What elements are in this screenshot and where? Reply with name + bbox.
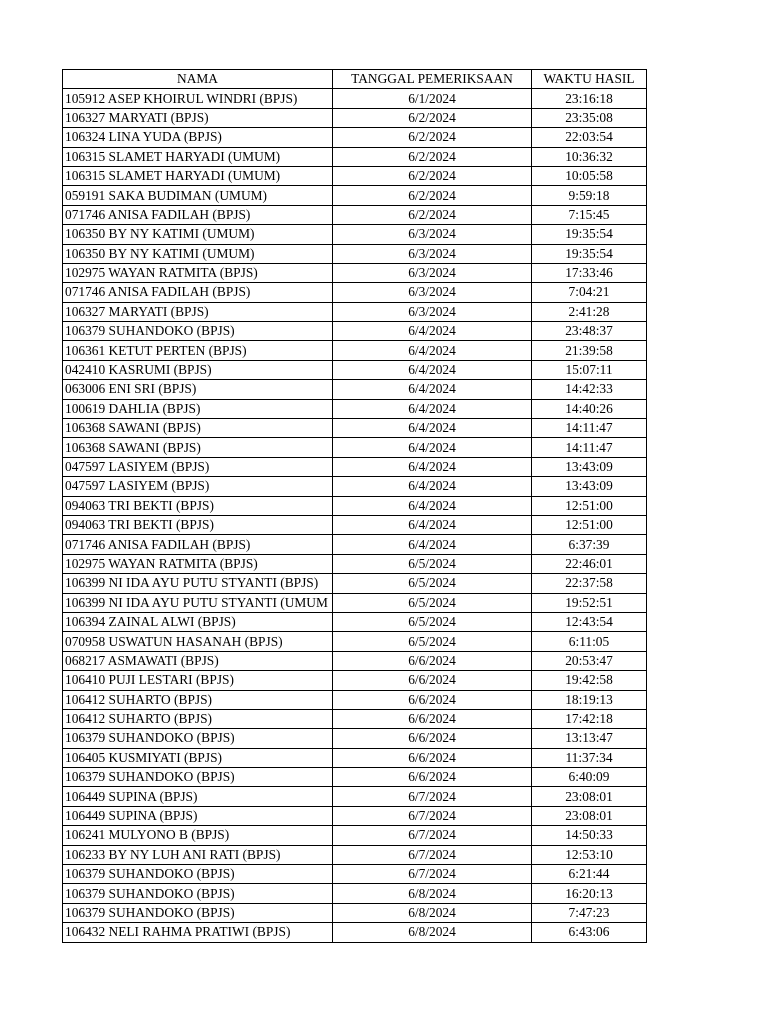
cell-waktu: 12:51:00	[532, 515, 647, 534]
cell-waktu: 18:19:13	[532, 690, 647, 709]
cell-nama: 105912 ASEP KHOIRUL WINDRI (BPJS)	[63, 89, 333, 108]
cell-nama: 106410 PUJI LESTARI (BPJS)	[63, 671, 333, 690]
cell-tanggal: 6/6/2024	[333, 690, 532, 709]
table-row	[63, 903, 647, 922]
cell-waktu: 14:11:47	[532, 419, 647, 438]
cell-nama: 106368 SAWANI (BPJS)	[63, 438, 333, 457]
cell-waktu: 7:04:21	[532, 283, 647, 302]
table-row	[63, 574, 647, 593]
cell-waktu: 15:07:11	[532, 360, 647, 379]
table-row	[63, 128, 647, 147]
cell-nama: 042410 KASRUMI (BPJS)	[63, 360, 333, 379]
cell-tanggal: 6/2/2024	[333, 147, 532, 166]
cell-tanggal: 6/6/2024	[333, 651, 532, 670]
cell-tanggal: 6/4/2024	[333, 341, 532, 360]
cell-waktu: 12:43:54	[532, 612, 647, 631]
cell-waktu: 23:08:01	[532, 787, 647, 806]
cell-nama: 102975 WAYAN RATMITA (BPJS)	[63, 263, 333, 282]
cell-nama: 106315 SLAMET HARYADI (UMUM)	[63, 147, 333, 166]
cell-waktu: 12:51:00	[532, 496, 647, 515]
cell-waktu: 13:13:47	[532, 729, 647, 748]
table-row	[63, 729, 647, 748]
cell-nama: 106449 SUPINA (BPJS)	[63, 806, 333, 825]
cell-waktu: 19:42:58	[532, 671, 647, 690]
cell-tanggal: 6/2/2024	[333, 186, 532, 205]
table-row	[63, 884, 647, 903]
cell-waktu: 19:35:54	[532, 225, 647, 244]
table-row	[63, 845, 647, 864]
cell-tanggal: 6/5/2024	[333, 574, 532, 593]
table-row	[63, 496, 647, 515]
table-row	[63, 477, 647, 496]
table-row	[63, 787, 647, 806]
header-tanggal-pemeriksaan: TANGGAL PEMERIKSAAN	[333, 70, 532, 89]
cell-waktu: 9:59:18	[532, 186, 647, 205]
cell-waktu: 21:39:58	[532, 341, 647, 360]
cell-tanggal: 6/6/2024	[333, 709, 532, 728]
table-row	[63, 457, 647, 476]
table-row	[63, 263, 647, 282]
cell-nama: 059191 SAKA BUDIMAN (UMUM)	[63, 186, 333, 205]
cell-tanggal: 6/2/2024	[333, 108, 532, 127]
table-row	[63, 806, 647, 825]
cell-waktu: 7:47:23	[532, 903, 647, 922]
table-row	[63, 302, 647, 321]
cell-nama: 100619 DAHLIA (BPJS)	[63, 399, 333, 418]
table-row	[63, 865, 647, 884]
cell-waktu: 10:36:32	[532, 147, 647, 166]
cell-nama: 106399 NI IDA AYU PUTU STYANTI (BPJS)	[63, 574, 333, 593]
cell-tanggal: 6/3/2024	[333, 263, 532, 282]
cell-tanggal: 6/4/2024	[333, 322, 532, 341]
table-body	[63, 89, 647, 942]
cell-tanggal: 6/4/2024	[333, 380, 532, 399]
cell-nama: 094063 TRI BEKTI (BPJS)	[63, 515, 333, 534]
cell-tanggal: 6/4/2024	[333, 496, 532, 515]
cell-tanggal: 6/4/2024	[333, 515, 532, 534]
cell-waktu: 14:42:33	[532, 380, 647, 399]
table-row	[63, 108, 647, 127]
table-row	[63, 341, 647, 360]
cell-tanggal: 6/3/2024	[333, 302, 532, 321]
cell-nama: 071746 ANISA FADILAH (BPJS)	[63, 205, 333, 224]
table-row	[63, 419, 647, 438]
table-row	[63, 593, 647, 612]
cell-nama: 063006 ENI SRI (BPJS)	[63, 380, 333, 399]
cell-tanggal: 6/3/2024	[333, 283, 532, 302]
header-nama: NAMA	[63, 70, 333, 89]
table-row	[63, 671, 647, 690]
cell-waktu: 20:53:47	[532, 651, 647, 670]
cell-nama: 106327 MARYATI (BPJS)	[63, 108, 333, 127]
cell-nama: 106449 SUPINA (BPJS)	[63, 787, 333, 806]
cell-tanggal: 6/8/2024	[333, 903, 532, 922]
cell-nama: 071746 ANISA FADILAH (BPJS)	[63, 283, 333, 302]
table-row	[63, 89, 647, 108]
results-table	[62, 69, 647, 943]
cell-waktu: 6:11:05	[532, 632, 647, 651]
table-row	[63, 147, 647, 166]
cell-nama: 106399 NI IDA AYU PUTU STYANTI (UMUM	[63, 593, 333, 612]
cell-waktu: 6:40:09	[532, 768, 647, 787]
cell-tanggal: 6/6/2024	[333, 671, 532, 690]
cell-tanggal: 6/2/2024	[333, 205, 532, 224]
cell-nama: 106379 SUHANDOKO (BPJS)	[63, 768, 333, 787]
cell-nama: 106379 SUHANDOKO (BPJS)	[63, 903, 333, 922]
table-row	[63, 612, 647, 631]
cell-tanggal: 6/8/2024	[333, 884, 532, 903]
cell-nama: 106350 BY NY KATIMI (UMUM)	[63, 225, 333, 244]
cell-waktu: 10:05:58	[532, 166, 647, 185]
table-row	[63, 322, 647, 341]
cell-waktu: 16:20:13	[532, 884, 647, 903]
cell-nama: 106350 BY NY KATIMI (UMUM)	[63, 244, 333, 263]
cell-nama: 106379 SUHANDOKO (BPJS)	[63, 865, 333, 884]
table-row	[63, 360, 647, 379]
cell-waktu: 23:48:37	[532, 322, 647, 341]
cell-tanggal: 6/4/2024	[333, 535, 532, 554]
cell-tanggal: 6/6/2024	[333, 768, 532, 787]
cell-nama: 106233 BY NY LUH ANI RATI (BPJS)	[63, 845, 333, 864]
cell-nama: 106327 MARYATI (BPJS)	[63, 302, 333, 321]
cell-waktu: 2:41:28	[532, 302, 647, 321]
cell-tanggal: 6/7/2024	[333, 806, 532, 825]
cell-tanggal: 6/2/2024	[333, 128, 532, 147]
cell-tanggal: 6/4/2024	[333, 457, 532, 476]
cell-waktu: 13:43:09	[532, 477, 647, 496]
table-row	[63, 283, 647, 302]
cell-waktu: 14:11:47	[532, 438, 647, 457]
cell-waktu: 22:46:01	[532, 554, 647, 573]
table-row	[63, 166, 647, 185]
cell-waktu: 23:16:18	[532, 89, 647, 108]
cell-tanggal: 6/3/2024	[333, 244, 532, 263]
cell-tanggal: 6/4/2024	[333, 360, 532, 379]
table-row	[63, 438, 647, 457]
cell-tanggal: 6/1/2024	[333, 89, 532, 108]
table-row	[63, 651, 647, 670]
cell-nama: 102975 WAYAN RATMITA (BPJS)	[63, 554, 333, 573]
cell-tanggal: 6/7/2024	[333, 787, 532, 806]
cell-tanggal: 6/4/2024	[333, 399, 532, 418]
cell-tanggal: 6/8/2024	[333, 923, 532, 942]
cell-tanggal: 6/5/2024	[333, 593, 532, 612]
cell-nama: 106361 KETUT PERTEN (BPJS)	[63, 341, 333, 360]
cell-nama: 047597 LASIYEM (BPJS)	[63, 477, 333, 496]
table-row	[63, 535, 647, 554]
cell-nama: 094063 TRI BEKTI (BPJS)	[63, 496, 333, 515]
cell-nama: 106324 LINA YUDA (BPJS)	[63, 128, 333, 147]
cell-nama: 106379 SUHANDOKO (BPJS)	[63, 322, 333, 341]
table-row	[63, 244, 647, 263]
cell-nama: 070958 USWATUN HASANAH (BPJS)	[63, 632, 333, 651]
cell-nama: 047597 LASIYEM (BPJS)	[63, 457, 333, 476]
cell-waktu: 19:35:54	[532, 244, 647, 263]
table-row	[63, 690, 647, 709]
cell-tanggal: 6/4/2024	[333, 477, 532, 496]
cell-waktu: 14:40:26	[532, 399, 647, 418]
table-row	[63, 632, 647, 651]
cell-tanggal: 6/5/2024	[333, 612, 532, 631]
table-row	[63, 515, 647, 534]
cell-tanggal: 6/5/2024	[333, 632, 532, 651]
cell-waktu: 19:52:51	[532, 593, 647, 612]
cell-tanggal: 6/5/2024	[333, 554, 532, 573]
cell-waktu: 22:03:54	[532, 128, 647, 147]
cell-nama: 106368 SAWANI (BPJS)	[63, 419, 333, 438]
cell-waktu: 17:42:18	[532, 709, 647, 728]
table-row	[63, 554, 647, 573]
cell-tanggal: 6/6/2024	[333, 729, 532, 748]
table-row	[63, 380, 647, 399]
cell-waktu: 23:35:08	[532, 108, 647, 127]
table-row	[63, 826, 647, 845]
cell-waktu: 12:53:10	[532, 845, 647, 864]
cell-waktu: 11:37:34	[532, 748, 647, 767]
cell-tanggal: 6/3/2024	[333, 225, 532, 244]
cell-tanggal: 6/7/2024	[333, 845, 532, 864]
cell-waktu: 7:15:45	[532, 205, 647, 224]
cell-waktu: 14:50:33	[532, 826, 647, 845]
table-row	[63, 399, 647, 418]
table-row	[63, 709, 647, 728]
cell-tanggal: 6/2/2024	[333, 166, 532, 185]
cell-waktu: 13:43:09	[532, 457, 647, 476]
cell-waktu: 22:37:58	[532, 574, 647, 593]
cell-nama: 106241 MULYONO B (BPJS)	[63, 826, 333, 845]
cell-waktu: 23:08:01	[532, 806, 647, 825]
cell-nama: 106379 SUHANDOKO (BPJS)	[63, 884, 333, 903]
cell-nama: 106394 ZAINAL ALWI (BPJS)	[63, 612, 333, 631]
header-row	[63, 70, 647, 89]
table-row	[63, 768, 647, 787]
table-row	[63, 748, 647, 767]
cell-tanggal: 6/7/2024	[333, 826, 532, 845]
cell-nama: 106379 SUHANDOKO (BPJS)	[63, 729, 333, 748]
cell-tanggal: 6/4/2024	[333, 419, 532, 438]
cell-waktu: 17:33:46	[532, 263, 647, 282]
cell-nama: 106315 SLAMET HARYADI (UMUM)	[63, 166, 333, 185]
cell-nama: 106412 SUHARTO (BPJS)	[63, 709, 333, 728]
cell-nama: 068217 ASMAWATI (BPJS)	[63, 651, 333, 670]
cell-nama: 071746 ANISA FADILAH (BPJS)	[63, 535, 333, 554]
table-row	[63, 225, 647, 244]
cell-tanggal: 6/6/2024	[333, 748, 532, 767]
cell-tanggal: 6/7/2024	[333, 865, 532, 884]
header-waktu-hasil: WAKTU HASIL	[532, 70, 647, 89]
cell-nama: 106405 KUSMIYATI (BPJS)	[63, 748, 333, 767]
cell-nama: 106412 SUHARTO (BPJS)	[63, 690, 333, 709]
cell-waktu: 6:37:39	[532, 535, 647, 554]
cell-waktu: 6:21:44	[532, 865, 647, 884]
cell-nama: 106432 NELI RAHMA PRATIWI (BPJS)	[63, 923, 333, 942]
cell-waktu: 6:43:06	[532, 923, 647, 942]
cell-tanggal: 6/4/2024	[333, 438, 532, 457]
table-row	[63, 923, 647, 942]
table-row	[63, 205, 647, 224]
table-row	[63, 186, 647, 205]
